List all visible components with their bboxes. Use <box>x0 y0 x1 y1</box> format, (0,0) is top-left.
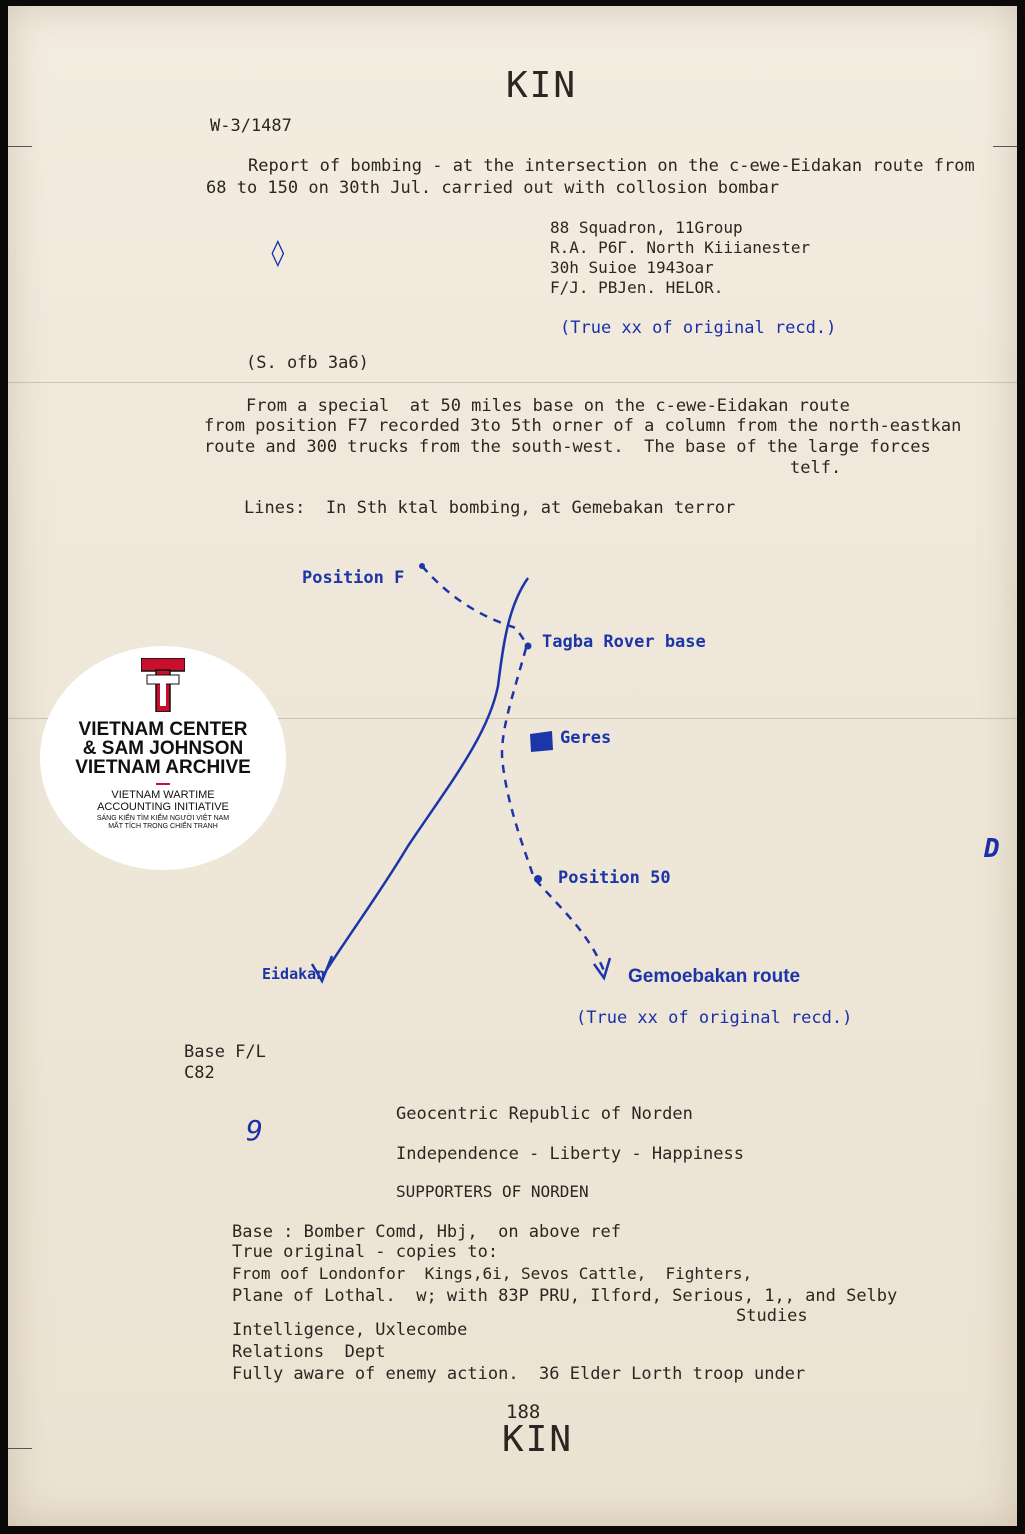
label-position-50: Position 50 <box>558 868 671 888</box>
report-line-2: 68 to 150 on 30th Jul. carried out with collosion bombar <box>206 178 780 198</box>
sender-line-4: F/J. PBJen. HELOR. <box>550 278 724 297</box>
distribution-line-5: Studies <box>736 1306 808 1326</box>
label-geres: Geres <box>560 728 612 748</box>
report-line-1: Report of bombing - at the intersection on the c-ewe-Eidakan route from <box>248 156 975 176</box>
body-line-3: route and 300 trucks from the south-west. The base of the large forces <box>204 437 931 457</box>
position-f-path <box>422 566 528 646</box>
body-line-2: from position F7 recorded 3to 5th orner of a column from the north-eastkan <box>204 416 962 436</box>
handwritten-mark: ◊ <box>270 238 286 268</box>
double-t-logo <box>141 658 185 712</box>
republic-line-1: Geocentric Republic of Norden <box>396 1104 693 1124</box>
watermark-line-3: VIETNAM ARCHIVE <box>75 757 251 778</box>
distribution-line-2: True original - copies to: <box>232 1242 499 1262</box>
body-line-4: telf. <box>790 458 842 478</box>
watermark-divider <box>156 783 170 785</box>
republic-line-3: SUPPORTERS OF NORDEN <box>396 1182 589 1201</box>
eidakan-route-line <box>324 578 528 974</box>
lines-note: Lines: In Sth ktal bombing, at Gemebakan terror <box>244 498 736 518</box>
distribution-line-1: Base : Bomber Comd, Hbj, on above ref <box>232 1222 621 1242</box>
body-line-1: From a special at 50 miles base on the c-ewe-Eidakan route <box>246 396 850 416</box>
punch-mark <box>8 146 32 147</box>
label-eidakan: Eidakan <box>262 965 326 983</box>
archive-watermark <box>40 646 286 870</box>
watermark-line-6: SÁNG KIẾN TÌM KIẾM NGƯỜI VIỆT NAM <box>96 815 230 822</box>
watermark-line-2: & SAM JOHNSON <box>82 738 244 759</box>
watermark-line-7: MẤT TÍCH TRONG CHIẾN TRANH <box>108 823 218 830</box>
label-position-f: Position F <box>302 568 405 588</box>
reference-number: W-3/1487 <box>210 116 292 136</box>
handwritten-d: D <box>984 834 1000 864</box>
distribution-line-4: Plane of Lothal. w; with 83P PRU, Ilford, Serious, 1,, and Selby <box>232 1286 898 1306</box>
label-gemoebakan-route: Gemoebakan route <box>628 966 801 987</box>
geres-marker <box>530 731 553 752</box>
punch-mark <box>8 1448 32 1449</box>
stamp-top: KIN <box>506 65 578 106</box>
tagba-dot <box>525 643 532 650</box>
true-copy-note-1: (True xx of original recd.) <box>560 318 837 338</box>
label-tagba-rover-base: Tagba Rover base <box>542 632 706 652</box>
sender-line-2: R.A. P6Γ. North Kiiianester <box>550 238 811 257</box>
section-reference: (S. ofb 3a6) <box>246 353 369 373</box>
watermark-line-4: VIETNAM WARTIME <box>111 789 215 801</box>
distribution-line-8: Fully aware of enemy action. 36 Elder Lorth troop under <box>232 1364 806 1384</box>
true-copy-note-2: (True xx of original recd.) <box>576 1008 853 1028</box>
page-number: 188 <box>506 1401 541 1423</box>
gemoebakan-route-path <box>502 648 604 971</box>
distribution-line-6: Intelligence, Uxlecombe <box>232 1320 468 1340</box>
position-f-dot <box>419 563 425 569</box>
republic-line-2: Independence - Liberty - Happiness <box>396 1144 744 1164</box>
watermark-line-5: ACCOUNTING INITIATIVE <box>97 801 229 813</box>
distribution-line-7: Relations Dept <box>232 1342 386 1362</box>
position-50-dot <box>534 875 542 883</box>
handwritten-number: 9 <box>246 1114 263 1147</box>
footer-ref-line-2: C82 <box>184 1063 215 1083</box>
sender-line-3: 30h Suioe 1943oar <box>550 258 714 277</box>
sender-line-1: 88 Squadron, 11Group <box>550 218 743 237</box>
footer-ref-line-1: Base F/L <box>184 1042 266 1062</box>
watermark-line-1: VIETNAM CENTER <box>78 719 248 740</box>
stamp-bottom: KIN <box>502 1419 574 1460</box>
punch-mark <box>993 146 1017 147</box>
distribution-line-3: From oof Londonfor Kings,6i, Sevos Cattle, Fighters, <box>232 1264 753 1283</box>
